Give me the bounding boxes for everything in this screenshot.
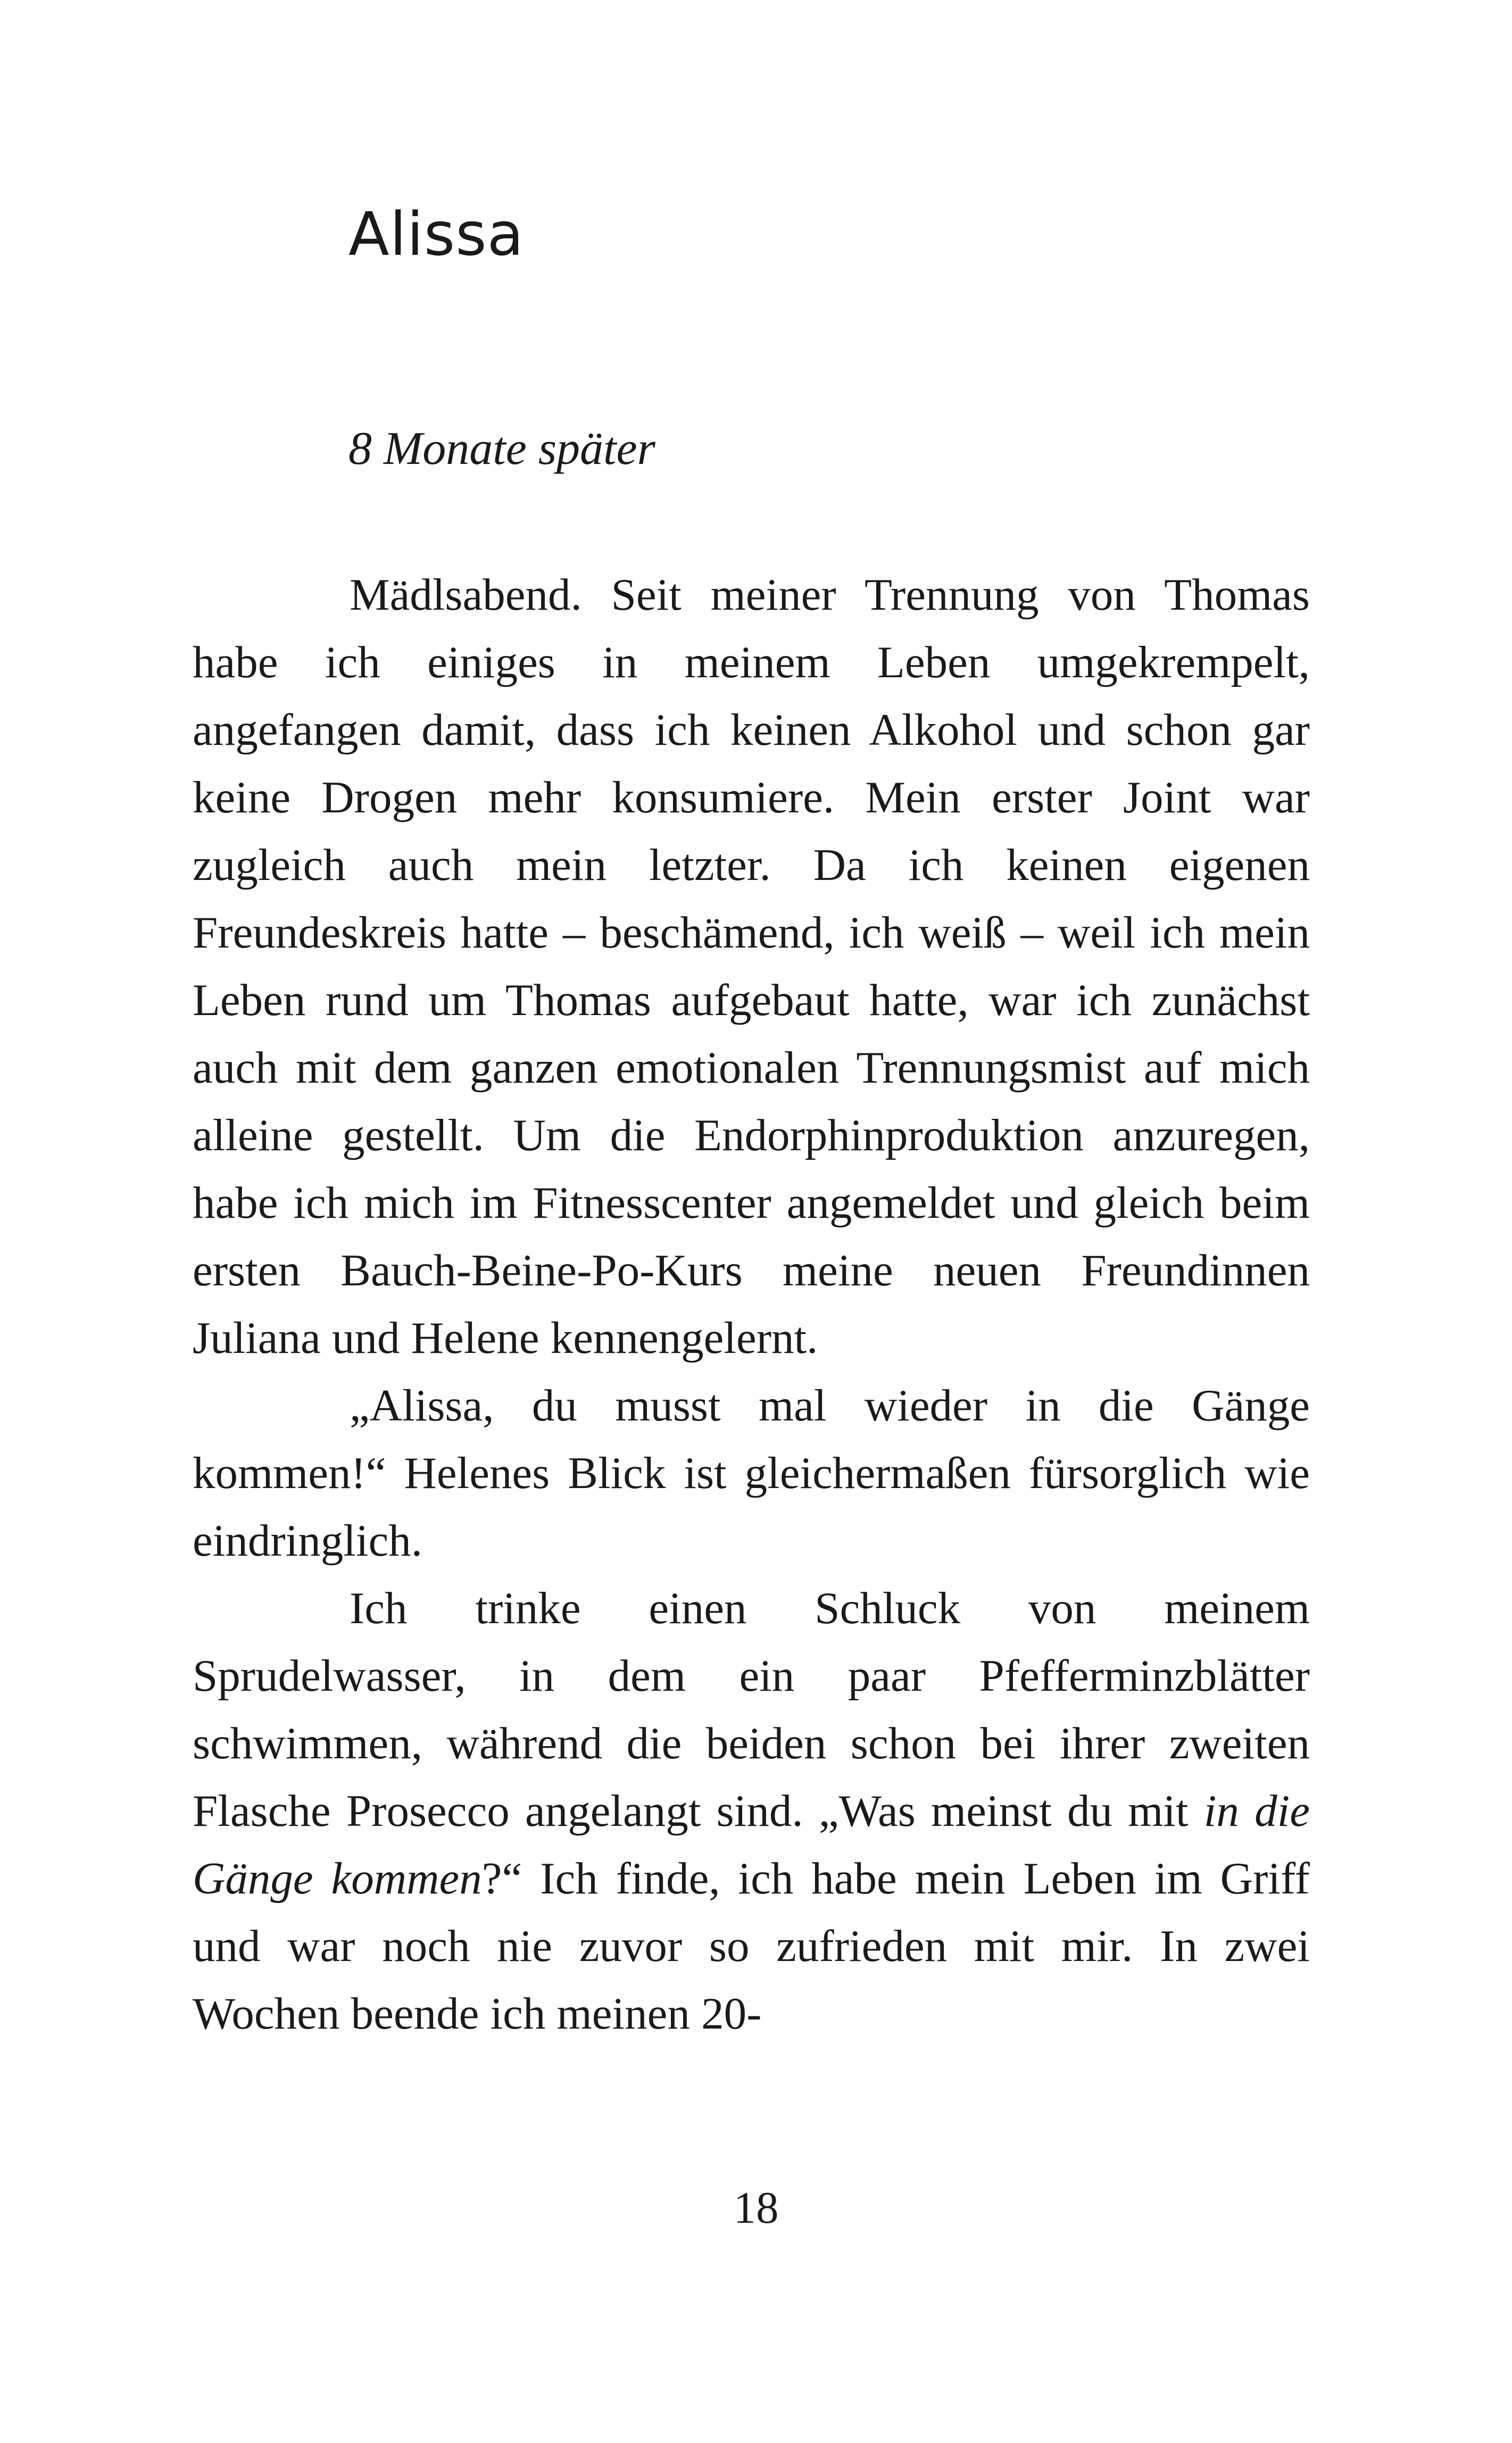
paragraph	[193, 561, 1310, 1372]
text-run: „Alissa, du musst mal wieder in die Gänge kommen!“ Helenes Blick ist gleichermaßen fürsorglich wie eindringlich.	[193, 1381, 1310, 1566]
paragraph	[193, 1372, 1310, 1575]
page-number: 18	[733, 2183, 779, 2233]
paragraph	[193, 1575, 1310, 2048]
chapter-subtitle: 8 Monate später	[348, 423, 655, 475]
text-run: Ich trinke einen Schluck von meinem Sprudelwasser, in dem ein paar Pfefferminzblätter schwimmen, während die beiden schon bei ihrer zweiten Flasche Prosecco angelangt sind. „Was meinst du mit	[193, 1583, 1310, 1836]
italic-phrase: in die Gänge kommen	[193, 1786, 1310, 1904]
text-run: ?“ Ich finde, ich habe mein Leben im Griff und war noch nie zuvor so zufrieden mit mir. In zwei Wochen beende ich meinen 20-	[193, 1854, 1310, 2039]
body-text	[193, 561, 1310, 2048]
chapter-title: Alissa	[348, 200, 525, 269]
text-run: Mädlsabend. Seit meiner Trennung von Thomas habe ich einiges in meinem Leben umgekrempelt, angefangen damit, dass ich keinen Alkohol und schon gar keine Drogen mehr konsumiere. Mein erster Joint war zugleich auch mein letzter. Da ich keinen eigenen Freundeskreis hatte – beschämend, ich weiß – weil ich mein Leben rund um Thomas aufgebaut hatte, war ich zunächst auch mit dem ganzen emotionalen Trennungsmist auf mich alleine gestellt. Um die Endorphinproduktion anzuregen, habe ich mich im Fitnesscenter angemeldet und gleich beim ersten Bauch-Beine-Po-Kurs meine neuen Freundinnen Juliana und Helene kennengelernt.	[193, 570, 1310, 1363]
